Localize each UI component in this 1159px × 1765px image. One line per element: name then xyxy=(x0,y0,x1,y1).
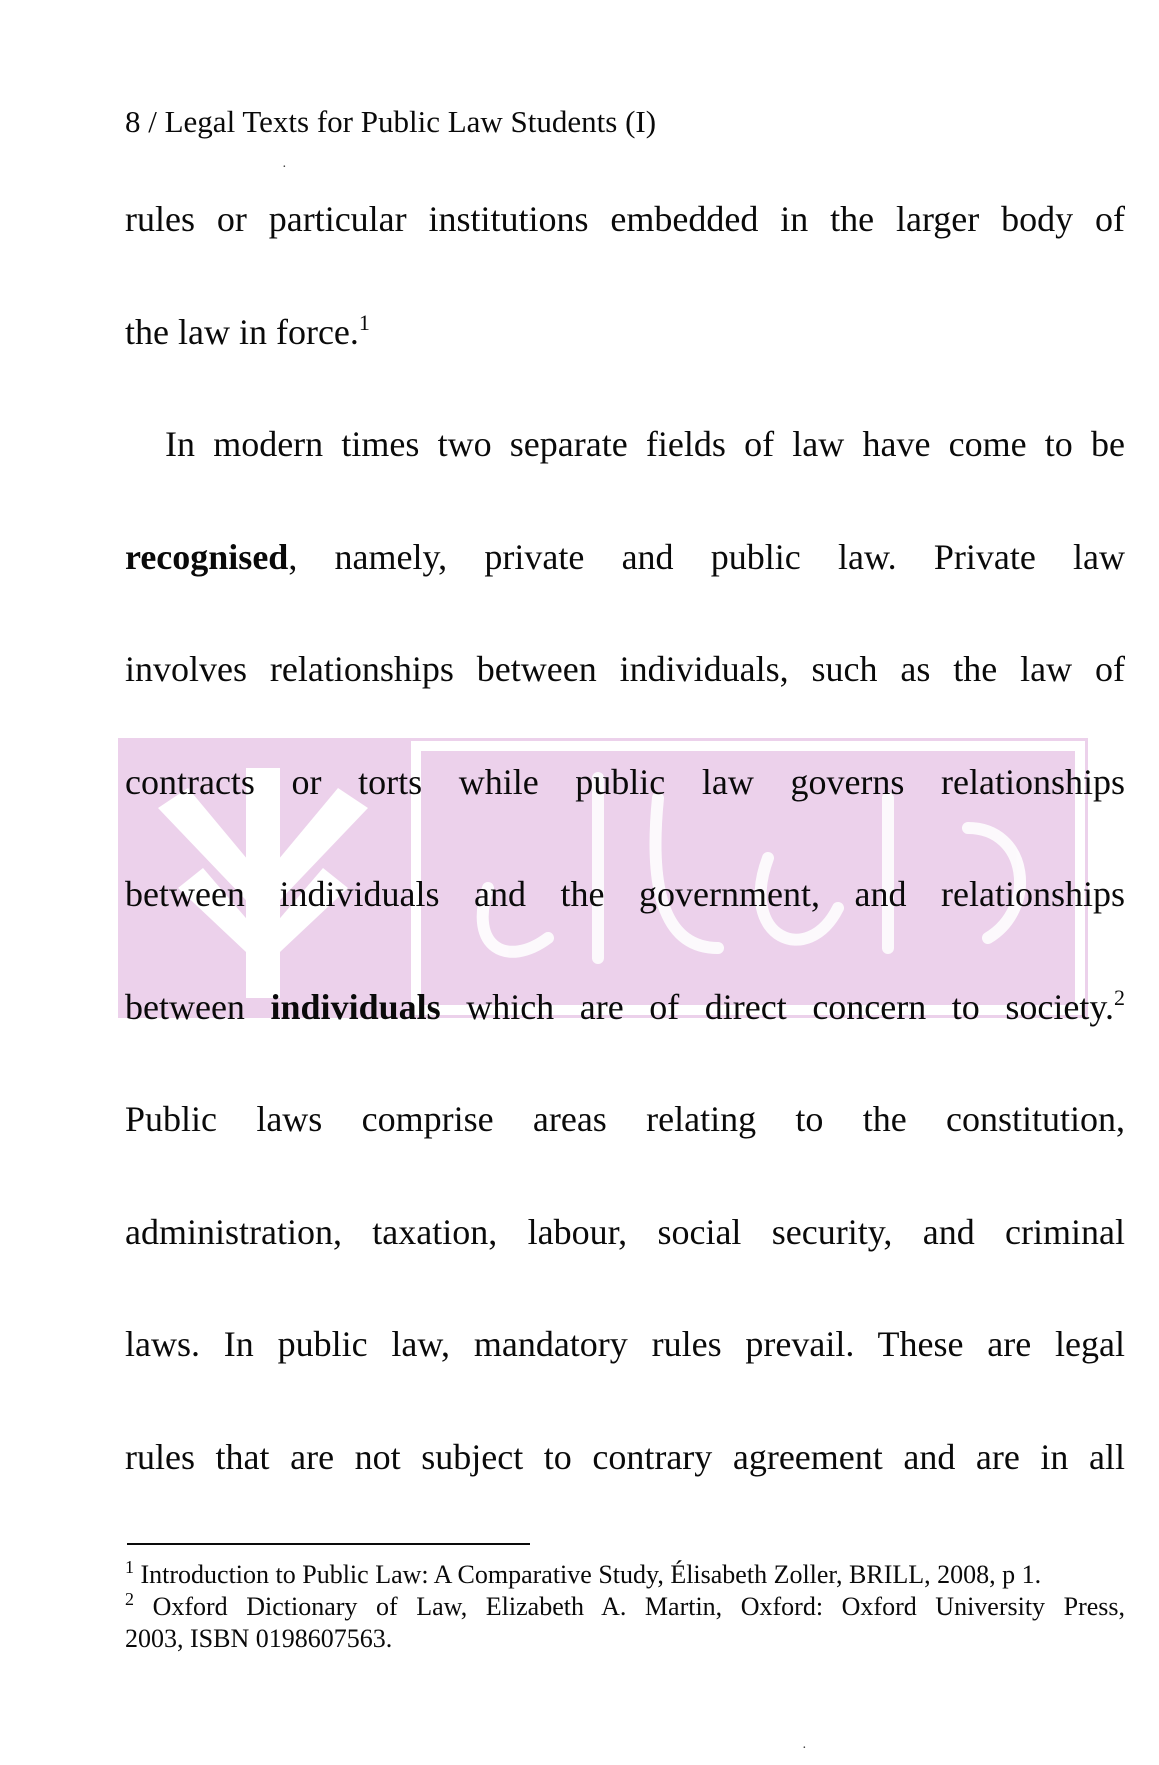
bold-term: individuals xyxy=(270,986,441,1027)
footnote-1: $^1$ Introduction to Public Law: A Comparative Study, Élisabeth Zoller, BRILL, 2008, p 1. xyxy=(125,1557,1042,1589)
footnote-2: $^2$ Oxford Dictionary of Law, Elizabeth A. Martin, Oxford: Oxford University Press, xyxy=(125,1589,1126,1621)
body-line: In modern times two separate fields of law have come to be xyxy=(165,424,1125,464)
scan-speck: · xyxy=(282,160,287,175)
body-line: rules that are not subject to contrary agreement and are in all xyxy=(125,1436,1125,1477)
footnote-marker: 1 xyxy=(125,1557,134,1577)
footnote-ref[interactable]: 1 xyxy=(358,309,370,335)
body-line: Public laws comprise areas relating to the constitution, xyxy=(125,1099,1125,1139)
footnote-ref[interactable]: 2 xyxy=(1114,984,1126,1010)
body-line: administration, taxation, labour, social security, and criminal xyxy=(125,1211,1125,1252)
body-line: the law in force.$^1$ xyxy=(125,309,370,352)
body-line: laws. In public law, mandatory rules prevail. These are legal xyxy=(125,1324,1125,1364)
footnotes xyxy=(125,1559,1125,1655)
body-line: recognised, namely, private and public law. Private law xyxy=(125,536,1125,577)
running-header: 8 / Legal Texts for Public Law Students (I) xyxy=(125,104,657,139)
body-line: between individuals and the government, and relationships xyxy=(125,874,1125,914)
body-text xyxy=(125,198,1125,1548)
body-line: involves relationships between individuals, such as the law of xyxy=(125,649,1125,689)
scan-speck: · xyxy=(802,1741,807,1756)
body-line: rules or particular institutions embedded in the larger body of xyxy=(125,199,1125,239)
bold-term: recognised xyxy=(125,536,289,577)
footnote-2-continued: 2003, ISBN 0198607563. xyxy=(125,1624,393,1653)
footnote-marker: 2 xyxy=(125,1589,134,1609)
body-line: contracts or torts while public law governs relationships xyxy=(125,761,1125,802)
body-line: between individuals which are of direct concern to society.$^2$ xyxy=(125,984,1126,1027)
